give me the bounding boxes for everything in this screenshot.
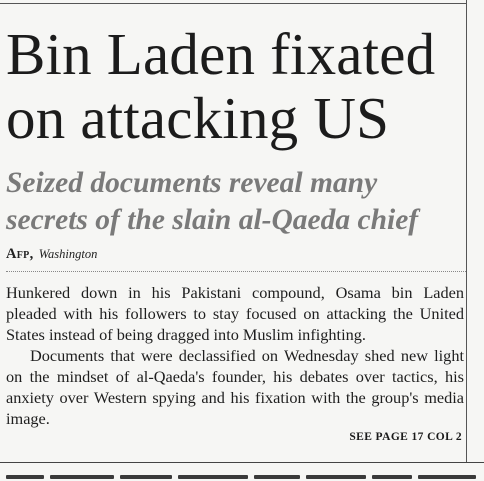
paragraph-1: Hunkered down in his Pakistani compound, Osama bin Laden pleaded with his followers to stay focused on attacking the United States instead of being dragged into Muslim infighting. — [6, 283, 464, 344]
subheadline — [6, 165, 474, 239]
subhead-line-1: Seized documents reveal many — [6, 167, 378, 199]
subhead-line-2: secrets of the slain al-Qaeda chief — [6, 204, 419, 236]
byline-agency: Afp, — [6, 246, 34, 262]
byline — [6, 246, 97, 263]
headline — [6, 22, 474, 150]
cropped-text-fragment — [306, 475, 366, 479]
cropped-text-fragment — [6, 475, 44, 479]
headline-line-1: Bin Laden fixated — [6, 21, 436, 87]
bottom-rule — [0, 462, 484, 463]
paragraph-2: Documents that were declassified on Wednesday shed new light on the mindset of al-Qaeda's founder, his debates over tactics, his anxiety over Western spying and his fixation with the group's media image. — [6, 346, 464, 428]
byline-divider — [6, 271, 466, 272]
byline-location: Washington — [38, 247, 98, 261]
cropped-text-fragment — [254, 475, 300, 479]
article-body — [6, 282, 464, 429]
cropped-text-fragment — [120, 475, 172, 479]
cropped-text-fragment — [372, 475, 412, 479]
cropped-text-fragment — [418, 475, 476, 479]
cropped-text-strip — [6, 471, 484, 481]
cropped-text-fragment — [50, 475, 114, 479]
headline-line-2: on attacking US — [6, 85, 390, 151]
continuation-jump: SEE PAGE 17 COL 2 — [349, 431, 462, 443]
cropped-text-fragment — [178, 475, 248, 479]
top-rule — [0, 0, 466, 4]
